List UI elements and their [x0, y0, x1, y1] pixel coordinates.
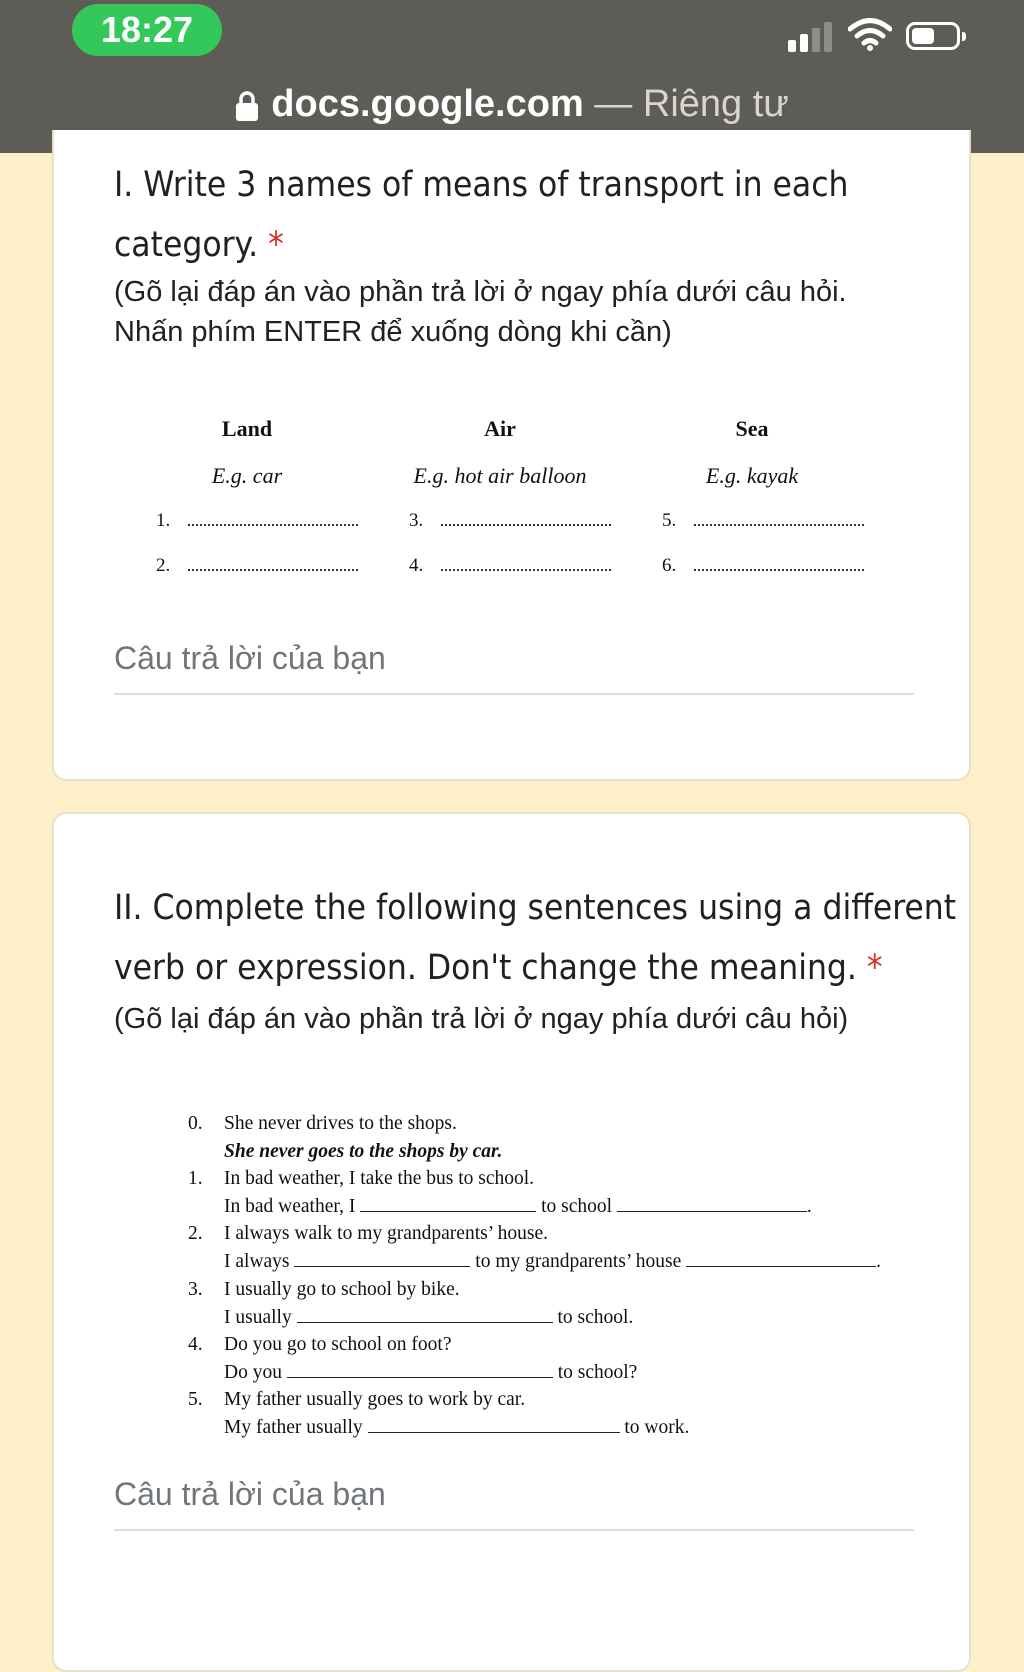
battery-icon	[906, 22, 960, 50]
url-bar[interactable]	[0, 76, 1024, 132]
blank-number: 2.	[156, 555, 171, 576]
question-description-line: (Gõ lại đáp án vào phần trả lời ở ngay phía dưới câu hỏi)	[114, 1003, 849, 1035]
fill-blank	[294, 1252, 470, 1267]
clock-time: 18:27	[72, 4, 222, 56]
blank-line	[409, 555, 611, 577]
rewrite-start: I usually	[224, 1307, 292, 1328]
rewrite-start: I always	[224, 1251, 290, 1272]
category-heading-air: Air	[484, 416, 516, 441]
question-title-text: category.	[114, 225, 259, 265]
rewrite-end: to school?	[557, 1362, 638, 1383]
blank-number: 4.	[409, 555, 424, 576]
blank-line	[409, 510, 611, 532]
exercise-sentence: Do you go to school on foot?	[224, 1334, 452, 1355]
exercise-sentence: I usually go to school by bike.	[224, 1279, 460, 1300]
required-mark: *	[268, 225, 284, 265]
rewrite-start: Do you	[224, 1362, 282, 1383]
exercise-sentence: She never drives to the shops.	[224, 1113, 457, 1134]
category-heading-sea: Sea	[735, 416, 769, 441]
blank-line	[156, 510, 358, 532]
answer-input[interactable]: Câu trả lời của bạn	[114, 640, 914, 695]
question-description-line: (Gõ lại đáp án vào phần trả lời ở ngay phía dưới câu hỏi.	[114, 276, 847, 308]
fill-blank	[287, 1363, 553, 1378]
exercise-number: 0.	[188, 1113, 203, 1134]
blank-line	[662, 510, 864, 532]
exercise-number: 3.	[188, 1279, 203, 1300]
blank-line	[156, 555, 358, 577]
wifi-icon	[848, 18, 892, 52]
fill-blank	[368, 1418, 620, 1433]
blank-number: 3.	[409, 510, 424, 531]
exercise-sentence: I always walk to my grandparents’ house.	[224, 1223, 549, 1244]
exercise-number: 1.	[188, 1168, 203, 1189]
fill-blank	[686, 1252, 876, 1267]
url-domain: docs.google.com	[271, 83, 584, 125]
rewrite-start: My father usually	[224, 1417, 363, 1438]
blank-line	[662, 555, 864, 577]
question-title-text: verb or expression. Don't change the meaning.	[114, 948, 857, 988]
rewrite-punctuation: .	[876, 1251, 881, 1272]
rewrite-end: to work.	[624, 1417, 690, 1438]
exercise-sentence: My father usually goes to work by car.	[224, 1389, 526, 1410]
lock-icon	[235, 90, 259, 122]
category-example-sea: E.g. kayak	[705, 463, 799, 488]
url-privacy-mode: Riêng tư	[642, 83, 789, 125]
blank-number: 6.	[662, 555, 677, 576]
question-title-line: II. Complete the following sentences using a different	[114, 888, 957, 928]
example-answer: She never goes to the shops by car.	[224, 1141, 503, 1162]
question-description-line: Nhấn phím ENTER để xuống dòng khi cần)	[114, 316, 672, 348]
blank-number: 1.	[156, 510, 171, 531]
question-card-1	[52, 130, 971, 781]
url-separator: —	[583, 83, 643, 125]
rewrite-end: to school	[541, 1196, 613, 1217]
exercise-number: 5.	[188, 1389, 203, 1410]
exercise-number: 2.	[188, 1223, 203, 1244]
blank-number: 5.	[662, 510, 677, 531]
rewrite-end: to my grandparents’ house	[475, 1251, 682, 1272]
answer-input[interactable]: Câu trả lời của bạn	[114, 1476, 914, 1531]
fill-blank	[297, 1308, 553, 1323]
category-example-land: E.g. car	[211, 463, 283, 488]
category-example-air: E.g. hot air balloon	[413, 463, 587, 488]
required-mark: *	[866, 948, 883, 988]
rewrite-end: to school.	[557, 1307, 634, 1328]
fill-blank	[617, 1197, 807, 1212]
question-card-2	[52, 812, 971, 1672]
cellular-signal-icon	[788, 22, 836, 52]
question-title-line: I. Write 3 names of means of transport in each	[114, 165, 849, 205]
category-heading-land: Land	[221, 416, 273, 441]
rewrite-start: In bad weather, I	[224, 1196, 356, 1217]
question-title-line	[114, 215, 284, 275]
fill-blank	[360, 1197, 536, 1212]
question-title-line	[114, 938, 883, 998]
exercise-number: 4.	[188, 1334, 203, 1355]
exercise-sentence: In bad weather, I take the bus to school.	[224, 1168, 535, 1189]
rewrite-punctuation: .	[806, 1196, 812, 1217]
